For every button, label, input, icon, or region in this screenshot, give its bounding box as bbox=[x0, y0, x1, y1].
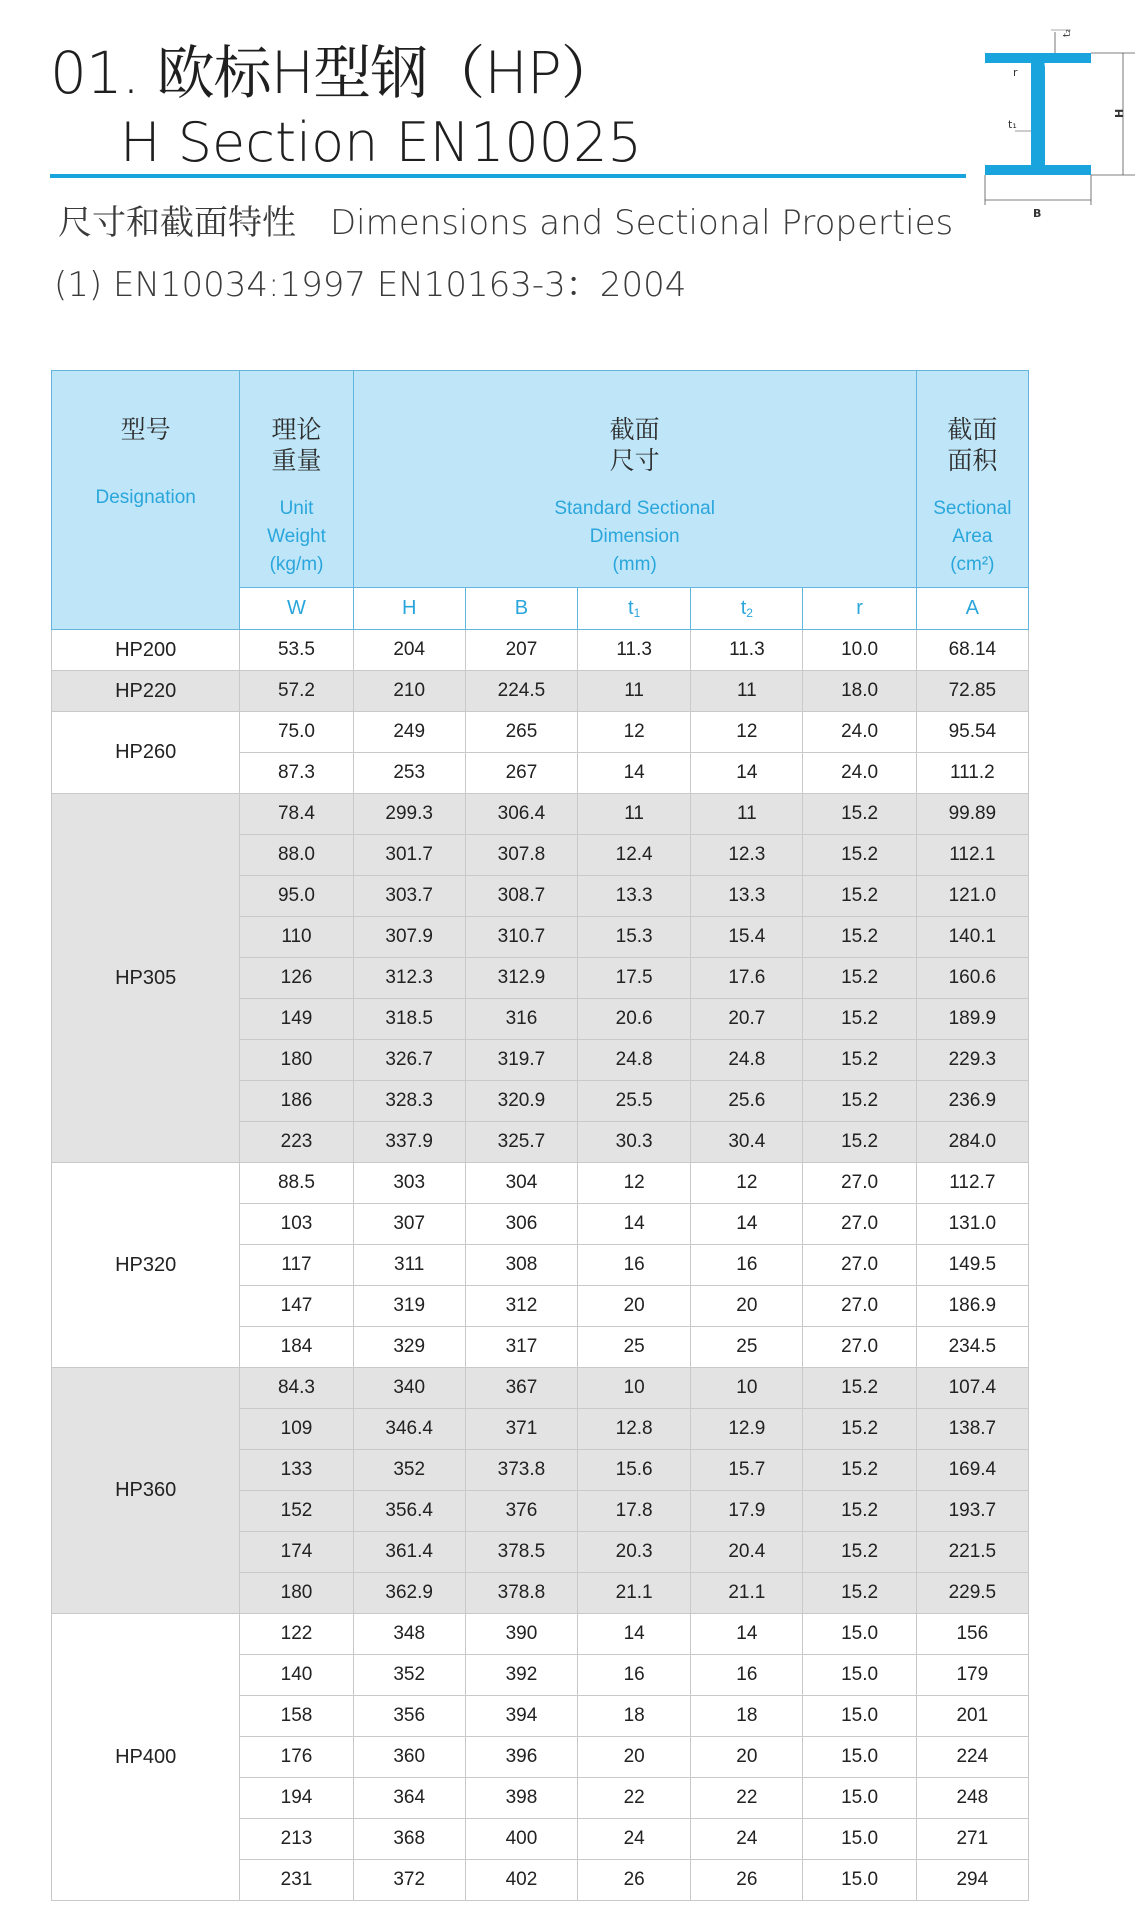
table-row bbox=[52, 1368, 1029, 1409]
designation-cell: HP360 bbox=[52, 1368, 240, 1614]
value-cell-t2: 21.1 bbox=[691, 1573, 803, 1614]
bottom-flange bbox=[985, 165, 1091, 175]
value-cell-w: 176 bbox=[240, 1737, 353, 1778]
value-cell-a: 229.5 bbox=[916, 1573, 1028, 1614]
value-cell-r: 27.0 bbox=[803, 1286, 916, 1327]
value-cell-t2: 12 bbox=[691, 712, 803, 753]
value-cell-r: 15.2 bbox=[803, 1368, 916, 1409]
value-cell-b: 265 bbox=[465, 712, 577, 753]
value-cell-a: 72.85 bbox=[916, 671, 1028, 712]
value-cell-w: 174 bbox=[240, 1532, 353, 1573]
symbol-a: A bbox=[916, 588, 1028, 630]
value-cell-b: 319.7 bbox=[465, 1040, 577, 1081]
value-cell-t1: 15.3 bbox=[578, 917, 691, 958]
value-cell-w: 53.5 bbox=[240, 630, 353, 671]
label-r: r bbox=[1013, 66, 1018, 79]
value-cell-a: 131.0 bbox=[916, 1204, 1028, 1245]
value-cell-r: 24.0 bbox=[803, 712, 916, 753]
value-cell-t1: 26 bbox=[578, 1860, 691, 1901]
value-cell-t2: 20.4 bbox=[691, 1532, 803, 1573]
value-cell-w: 88.0 bbox=[240, 835, 353, 876]
value-cell-h: 348 bbox=[353, 1614, 465, 1655]
value-cell-w: 57.2 bbox=[240, 671, 353, 712]
value-cell-w: 149 bbox=[240, 999, 353, 1040]
value-cell-a: 107.4 bbox=[916, 1368, 1028, 1409]
value-cell-t1: 25 bbox=[578, 1327, 691, 1368]
unit-weight-header-zh-1: 理论 bbox=[271, 416, 322, 444]
value-cell-b: 396 bbox=[465, 1737, 577, 1778]
value-cell-t1: 14 bbox=[578, 1204, 691, 1245]
value-cell-t1: 20.6 bbox=[578, 999, 691, 1040]
value-cell-t2: 20 bbox=[691, 1286, 803, 1327]
value-cell-b: 378.8 bbox=[465, 1573, 577, 1614]
value-cell-b: 306.4 bbox=[465, 794, 577, 835]
value-cell-t2: 15.7 bbox=[691, 1450, 803, 1491]
value-cell-t2: 24.8 bbox=[691, 1040, 803, 1081]
value-cell-h: 299.3 bbox=[353, 794, 465, 835]
value-cell-w: 126 bbox=[240, 958, 353, 999]
value-cell-t1: 22 bbox=[578, 1778, 691, 1819]
value-cell-t1: 25.5 bbox=[578, 1081, 691, 1122]
value-cell-t1: 12.4 bbox=[578, 835, 691, 876]
value-cell-h: 311 bbox=[353, 1245, 465, 1286]
value-cell-h: 361.4 bbox=[353, 1532, 465, 1573]
value-cell-t2: 12.9 bbox=[691, 1409, 803, 1450]
value-cell-w: 88.5 bbox=[240, 1163, 353, 1204]
designation-cell: HP400 bbox=[52, 1614, 240, 1901]
label-h: H bbox=[1113, 108, 1126, 118]
value-cell-t2: 11 bbox=[691, 671, 803, 712]
value-cell-a: 224 bbox=[916, 1737, 1028, 1778]
value-cell-w: 103 bbox=[240, 1204, 353, 1245]
value-cell-r: 15.2 bbox=[803, 835, 916, 876]
table-row bbox=[52, 630, 1029, 671]
value-cell-h: 352 bbox=[353, 1450, 465, 1491]
value-cell-r: 15.0 bbox=[803, 1614, 916, 1655]
value-cell-h: 340 bbox=[353, 1368, 465, 1409]
value-cell-w: 147 bbox=[240, 1286, 353, 1327]
value-cell-h: 337.9 bbox=[353, 1122, 465, 1163]
value-cell-t1: 16 bbox=[578, 1655, 691, 1696]
value-cell-a: 140.1 bbox=[916, 917, 1028, 958]
symbol-t2: $t_2$ bbox=[691, 588, 803, 630]
value-cell-t1: 14 bbox=[578, 753, 691, 794]
value-cell-h: 303.7 bbox=[353, 876, 465, 917]
title-underline bbox=[50, 174, 966, 178]
value-cell-w: 78.4 bbox=[240, 794, 353, 835]
value-cell-r: 15.2 bbox=[803, 794, 916, 835]
sectional-area-header-en-2: Area bbox=[952, 526, 993, 547]
value-cell-h: 301.7 bbox=[353, 835, 465, 876]
label-t2: t₂ bbox=[1062, 29, 1073, 37]
value-cell-b: 312 bbox=[465, 1286, 577, 1327]
value-cell-r: 27.0 bbox=[803, 1204, 916, 1245]
value-cell-b: 310.7 bbox=[465, 917, 577, 958]
value-cell-w: 117 bbox=[240, 1245, 353, 1286]
value-cell-h: 356 bbox=[353, 1696, 465, 1737]
value-cell-r: 15.2 bbox=[803, 999, 916, 1040]
designation-cell: HP220 bbox=[52, 671, 240, 712]
dimension-header-unit: (mm) bbox=[612, 554, 657, 575]
value-cell-w: 75.0 bbox=[240, 712, 353, 753]
value-cell-a: 68.14 bbox=[916, 630, 1028, 671]
value-cell-h: 360 bbox=[353, 1737, 465, 1778]
value-cell-t2: 25 bbox=[691, 1327, 803, 1368]
designation-header bbox=[52, 371, 240, 630]
value-cell-t1: 17.5 bbox=[578, 958, 691, 999]
value-cell-a: 99.89 bbox=[916, 794, 1028, 835]
value-cell-t2: 11 bbox=[691, 794, 803, 835]
value-cell-t1: 17.8 bbox=[578, 1491, 691, 1532]
value-cell-t2: 12.3 bbox=[691, 835, 803, 876]
value-cell-b: 306 bbox=[465, 1204, 577, 1245]
value-cell-a: 221.5 bbox=[916, 1532, 1028, 1573]
designation-cell: HP200 bbox=[52, 630, 240, 671]
value-cell-b: 390 bbox=[465, 1614, 577, 1655]
value-cell-w: 184 bbox=[240, 1327, 353, 1368]
value-cell-r: 15.2 bbox=[803, 1081, 916, 1122]
value-cell-w: 122 bbox=[240, 1614, 353, 1655]
unit-weight-header-zh-2: 重量 bbox=[271, 447, 322, 475]
value-cell-t2: 18 bbox=[691, 1696, 803, 1737]
table-row bbox=[52, 671, 1029, 712]
value-cell-r: 15.2 bbox=[803, 1409, 916, 1450]
value-cell-t2: 14 bbox=[691, 1204, 803, 1245]
value-cell-a: 189.9 bbox=[916, 999, 1028, 1040]
h-section-diagram bbox=[975, 22, 1140, 222]
value-cell-w: 180 bbox=[240, 1573, 353, 1614]
value-cell-r: 15.2 bbox=[803, 1491, 916, 1532]
section-heading-en: Dimensions and Sectional Properties bbox=[330, 203, 954, 243]
value-cell-w: 223 bbox=[240, 1122, 353, 1163]
value-cell-t2: 30.4 bbox=[691, 1122, 803, 1163]
value-cell-r: 15.2 bbox=[803, 958, 916, 999]
value-cell-t2: 22 bbox=[691, 1778, 803, 1819]
table-row bbox=[52, 794, 1029, 835]
value-cell-t1: 24 bbox=[578, 1819, 691, 1860]
value-cell-b: 224.5 bbox=[465, 671, 577, 712]
label-t1: t₁ bbox=[1008, 118, 1017, 131]
value-cell-h: 210 bbox=[353, 671, 465, 712]
value-cell-b: 316 bbox=[465, 999, 577, 1040]
value-cell-b: 376 bbox=[465, 1491, 577, 1532]
value-cell-b: 308 bbox=[465, 1245, 577, 1286]
value-cell-a: 169.4 bbox=[916, 1450, 1028, 1491]
symbol-h: H bbox=[353, 588, 465, 630]
value-cell-b: 325.7 bbox=[465, 1122, 577, 1163]
value-cell-t1: 11 bbox=[578, 671, 691, 712]
value-cell-t2: 13.3 bbox=[691, 876, 803, 917]
value-cell-a: 179 bbox=[916, 1655, 1028, 1696]
value-cell-r: 15.0 bbox=[803, 1819, 916, 1860]
value-cell-h: 307 bbox=[353, 1204, 465, 1245]
value-cell-a: 229.3 bbox=[916, 1040, 1028, 1081]
value-cell-r: 15.2 bbox=[803, 1573, 916, 1614]
value-cell-w: 87.3 bbox=[240, 753, 353, 794]
value-cell-t1: 12 bbox=[578, 712, 691, 753]
dimension-header-zh-1: 截面 bbox=[609, 416, 660, 444]
symbol-r: r bbox=[803, 588, 916, 630]
value-cell-a: 121.0 bbox=[916, 876, 1028, 917]
value-cell-w: 213 bbox=[240, 1819, 353, 1860]
value-cell-h: 346.4 bbox=[353, 1409, 465, 1450]
value-cell-r: 15.0 bbox=[803, 1655, 916, 1696]
designation-cell: HP305 bbox=[52, 794, 240, 1163]
value-cell-h: 253 bbox=[353, 753, 465, 794]
value-cell-w: 109 bbox=[240, 1409, 353, 1450]
value-cell-r: 18.0 bbox=[803, 671, 916, 712]
value-cell-r: 27.0 bbox=[803, 1327, 916, 1368]
label-b: B bbox=[1033, 207, 1042, 220]
sectional-area-header-zh-1: 截面 bbox=[947, 416, 998, 444]
value-cell-b: 312.9 bbox=[465, 958, 577, 999]
value-cell-r: 15.2 bbox=[803, 1532, 916, 1573]
value-cell-w: 133 bbox=[240, 1450, 353, 1491]
value-cell-b: 207 bbox=[465, 630, 577, 671]
dimension-header bbox=[353, 371, 916, 588]
symbol-b: B bbox=[465, 588, 577, 630]
value-cell-t1: 30.3 bbox=[578, 1122, 691, 1163]
unit-weight-header-en-1: Unit bbox=[279, 498, 314, 519]
value-cell-h: 329 bbox=[353, 1327, 465, 1368]
value-cell-t2: 16 bbox=[691, 1245, 803, 1286]
value-cell-r: 15.0 bbox=[803, 1860, 916, 1901]
value-cell-w: 180 bbox=[240, 1040, 353, 1081]
value-cell-r: 15.2 bbox=[803, 1040, 916, 1081]
value-cell-h: 368 bbox=[353, 1819, 465, 1860]
standards-line: (1) EN10034:1997 EN10163-3：2004 bbox=[54, 265, 687, 305]
dimension-header-zh-2: 尺寸 bbox=[609, 447, 660, 475]
sectional-area-header-en-1: Sectional bbox=[933, 498, 1012, 519]
value-cell-b: 400 bbox=[465, 1819, 577, 1860]
value-cell-a: 271 bbox=[916, 1819, 1028, 1860]
symbol-t1: $t_1$ bbox=[578, 588, 691, 630]
value-cell-a: 138.7 bbox=[916, 1409, 1028, 1450]
value-cell-t1: 21.1 bbox=[578, 1573, 691, 1614]
value-cell-h: 303 bbox=[353, 1163, 465, 1204]
value-cell-b: 304 bbox=[465, 1163, 577, 1204]
designation-header-en: Designation bbox=[95, 487, 196, 508]
value-cell-a: 112.1 bbox=[916, 835, 1028, 876]
value-cell-a: 236.9 bbox=[916, 1081, 1028, 1122]
designation-cell: HP260 bbox=[52, 712, 240, 794]
value-cell-t1: 16 bbox=[578, 1245, 691, 1286]
symbol-w: W bbox=[240, 588, 353, 630]
value-cell-w: 95.0 bbox=[240, 876, 353, 917]
value-cell-t2: 10 bbox=[691, 1368, 803, 1409]
properties-table bbox=[51, 370, 1029, 1901]
unit-weight-header-unit: (kg/m) bbox=[269, 554, 324, 575]
value-cell-b: 398 bbox=[465, 1778, 577, 1819]
value-cell-t1: 12.8 bbox=[578, 1409, 691, 1450]
page-title: 01. 欧标H型钢（HP） bbox=[50, 39, 618, 107]
value-cell-a: 160.6 bbox=[916, 958, 1028, 999]
value-cell-b: 402 bbox=[465, 1860, 577, 1901]
value-cell-r: 15.2 bbox=[803, 1122, 916, 1163]
value-cell-a: 156 bbox=[916, 1614, 1028, 1655]
section-heading bbox=[58, 200, 953, 246]
value-cell-t1: 10 bbox=[578, 1368, 691, 1409]
dimension-header-en-2: Dimension bbox=[589, 526, 680, 547]
value-cell-b: 308.7 bbox=[465, 876, 577, 917]
value-cell-w: 84.3 bbox=[240, 1368, 353, 1409]
value-cell-b: 317 bbox=[465, 1327, 577, 1368]
value-cell-r: 15.0 bbox=[803, 1778, 916, 1819]
table-body bbox=[52, 630, 1029, 1901]
designation-cell: HP320 bbox=[52, 1163, 240, 1368]
value-cell-r: 24.0 bbox=[803, 753, 916, 794]
value-cell-t2: 16 bbox=[691, 1655, 803, 1696]
value-cell-t1: 20 bbox=[578, 1286, 691, 1327]
table-row bbox=[52, 712, 1029, 753]
value-cell-t1: 20.3 bbox=[578, 1532, 691, 1573]
sectional-area-header bbox=[916, 371, 1028, 588]
value-cell-h: 326.7 bbox=[353, 1040, 465, 1081]
value-cell-w: 152 bbox=[240, 1491, 353, 1532]
value-cell-a: 186.9 bbox=[916, 1286, 1028, 1327]
value-cell-h: 312.3 bbox=[353, 958, 465, 999]
value-cell-h: 307.9 bbox=[353, 917, 465, 958]
value-cell-a: 149.5 bbox=[916, 1245, 1028, 1286]
value-cell-t2: 17.9 bbox=[691, 1491, 803, 1532]
section-heading-zh: 尺寸和截面特性 bbox=[58, 203, 296, 243]
value-cell-h: 204 bbox=[353, 630, 465, 671]
sectional-area-header-unit: (cm²) bbox=[950, 554, 995, 575]
value-cell-a: 234.5 bbox=[916, 1327, 1028, 1368]
value-cell-b: 392 bbox=[465, 1655, 577, 1696]
value-cell-w: 140 bbox=[240, 1655, 353, 1696]
value-cell-t1: 12 bbox=[578, 1163, 691, 1204]
value-cell-w: 110 bbox=[240, 917, 353, 958]
unit-weight-header-en-2: Weight bbox=[267, 526, 326, 547]
value-cell-a: 284.0 bbox=[916, 1122, 1028, 1163]
value-cell-b: 267 bbox=[465, 753, 577, 794]
value-cell-b: 371 bbox=[465, 1409, 577, 1450]
value-cell-r: 27.0 bbox=[803, 1245, 916, 1286]
value-cell-t2: 14 bbox=[691, 753, 803, 794]
value-cell-t2: 20 bbox=[691, 1737, 803, 1778]
value-cell-t2: 26 bbox=[691, 1860, 803, 1901]
value-cell-t2: 25.6 bbox=[691, 1081, 803, 1122]
value-cell-h: 249 bbox=[353, 712, 465, 753]
value-cell-b: 378.5 bbox=[465, 1532, 577, 1573]
value-cell-b: 373.8 bbox=[465, 1450, 577, 1491]
sectional-area-header-zh-2: 面积 bbox=[947, 447, 998, 475]
table-row bbox=[52, 1614, 1029, 1655]
value-cell-t2: 14 bbox=[691, 1614, 803, 1655]
value-cell-t1: 24.8 bbox=[578, 1040, 691, 1081]
value-cell-t1: 18 bbox=[578, 1696, 691, 1737]
value-cell-t1: 15.6 bbox=[578, 1450, 691, 1491]
value-cell-t1: 13.3 bbox=[578, 876, 691, 917]
table-row bbox=[52, 1163, 1029, 1204]
value-cell-r: 15.2 bbox=[803, 1450, 916, 1491]
value-cell-b: 320.9 bbox=[465, 1081, 577, 1122]
value-cell-r: 15.2 bbox=[803, 876, 916, 917]
value-cell-h: 328.3 bbox=[353, 1081, 465, 1122]
value-cell-h: 362.9 bbox=[353, 1573, 465, 1614]
value-cell-r: 10.0 bbox=[803, 630, 916, 671]
value-cell-h: 364 bbox=[353, 1778, 465, 1819]
value-cell-t2: 15.4 bbox=[691, 917, 803, 958]
value-cell-t2: 20.7 bbox=[691, 999, 803, 1040]
value-cell-w: 231 bbox=[240, 1860, 353, 1901]
web bbox=[1031, 63, 1045, 165]
value-cell-h: 319 bbox=[353, 1286, 465, 1327]
designation-header-zh: 型号 bbox=[120, 416, 171, 444]
value-cell-a: 111.2 bbox=[916, 753, 1028, 794]
value-cell-r: 15.0 bbox=[803, 1696, 916, 1737]
dimension-header-en-1: Standard Sectional bbox=[554, 498, 715, 519]
unit-weight-header bbox=[240, 371, 353, 588]
page-subtitle: H Section EN10025 bbox=[120, 111, 642, 174]
value-cell-t1: 20 bbox=[578, 1737, 691, 1778]
value-cell-b: 307.8 bbox=[465, 835, 577, 876]
value-cell-a: 201 bbox=[916, 1696, 1028, 1737]
value-cell-t2: 17.6 bbox=[691, 958, 803, 999]
top-flange bbox=[985, 53, 1091, 63]
value-cell-h: 372 bbox=[353, 1860, 465, 1901]
value-cell-h: 356.4 bbox=[353, 1491, 465, 1532]
value-cell-a: 95.54 bbox=[916, 712, 1028, 753]
value-cell-t1: 11.3 bbox=[578, 630, 691, 671]
value-cell-t2: 12 bbox=[691, 1163, 803, 1204]
value-cell-a: 248 bbox=[916, 1778, 1028, 1819]
value-cell-t1: 11 bbox=[578, 794, 691, 835]
value-cell-w: 186 bbox=[240, 1081, 353, 1122]
value-cell-a: 112.7 bbox=[916, 1163, 1028, 1204]
value-cell-r: 15.2 bbox=[803, 917, 916, 958]
value-cell-b: 394 bbox=[465, 1696, 577, 1737]
value-cell-r: 15.0 bbox=[803, 1737, 916, 1778]
value-cell-t2: 11.3 bbox=[691, 630, 803, 671]
value-cell-b: 367 bbox=[465, 1368, 577, 1409]
value-cell-t2: 24 bbox=[691, 1819, 803, 1860]
value-cell-t1: 14 bbox=[578, 1614, 691, 1655]
value-cell-h: 318.5 bbox=[353, 999, 465, 1040]
value-cell-a: 193.7 bbox=[916, 1491, 1028, 1532]
value-cell-w: 158 bbox=[240, 1696, 353, 1737]
value-cell-r: 27.0 bbox=[803, 1163, 916, 1204]
value-cell-h: 352 bbox=[353, 1655, 465, 1696]
value-cell-a: 294 bbox=[916, 1860, 1028, 1901]
value-cell-w: 194 bbox=[240, 1778, 353, 1819]
